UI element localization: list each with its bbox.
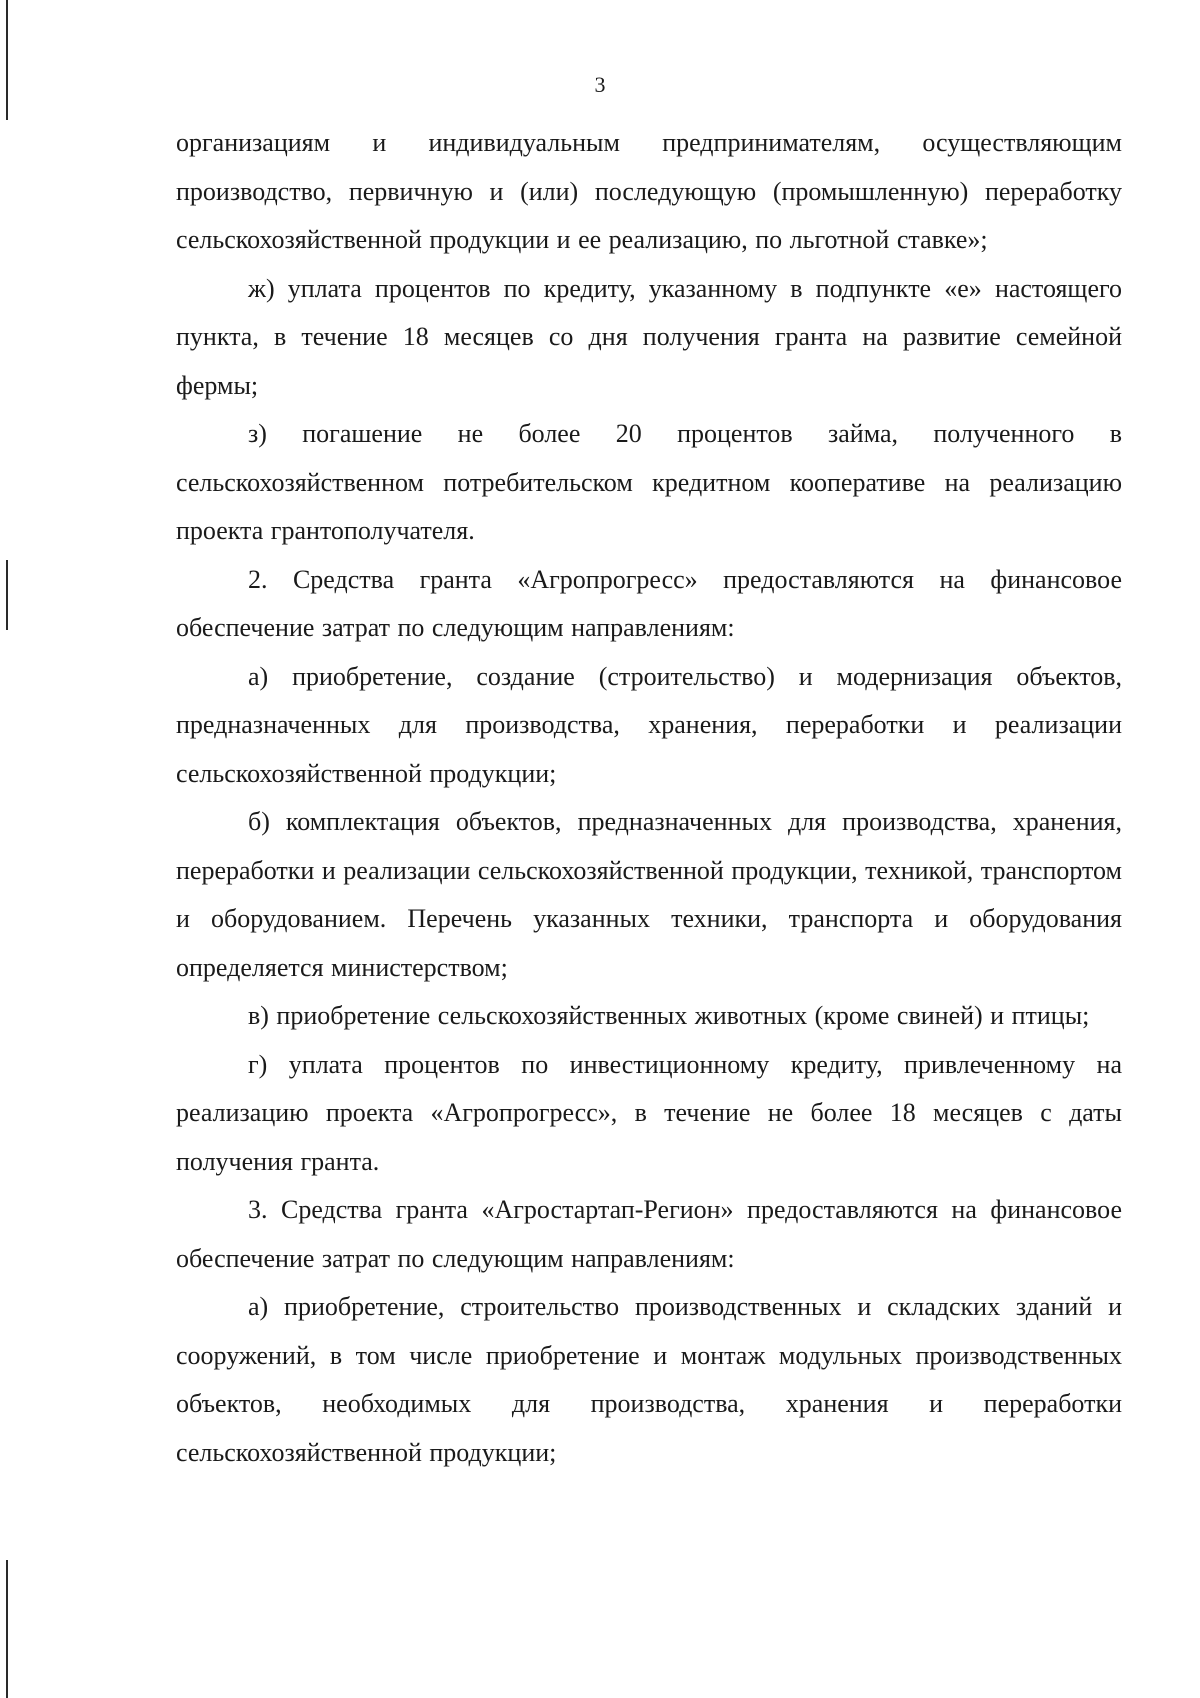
paragraph-item-z: з) погашение не более 20 процентов займа, полученного в сельскохозяйственном потребительском кредитном кооперативе на реализацию проекта грантополучателя. <box>176 419 1122 545</box>
paragraph-item-b: б) комплектация объектов, предназначенных для производства, хранения, переработки и реализации сельскохозяйственной продукции, техникой, транспортом и оборудованием. Перечень указанных техники, транспорта и оборудования определяется министерством; <box>176 807 1122 982</box>
page-number: 3 <box>594 72 606 97</box>
paragraph-item-a: а) приобретение, создание (строительство) и модернизация объектов, предназначенных для производства, хранения, переработки и реализации сельскохозяйственной продукции; <box>176 661 1122 788</box>
paragraph-item-zh: ж) уплата процентов по кредиту, указанному в подпункте «е» настоящего пункта, в течение 18 месяцев со дня получения гранта на развитие семейной фермы; <box>176 273 1122 400</box>
paragraph-item-a-section-3: а) приобретение, строительство производственных и складских зданий и сооружений, в том числе приобретение и монтаж модульных производственных объектов, необходимых для производства, хранения и переработки сельскохозяйственной продукции; <box>176 1292 1122 1467</box>
paragraph-item-v: в) приобретение сельскохозяйственных животных (кроме свиней) и птицы; <box>248 1001 1090 1030</box>
scan-edge-line <box>6 0 8 120</box>
document-body <box>176 119 1122 1477</box>
scan-edge-line <box>6 560 8 630</box>
paragraph-item-g: г) уплата процентов по инвестиционному кредиту, привлеченному на реализацию проекта «Агропрогресс», в течение не более 18 месяцев с даты получения гранта. <box>176 1049 1122 1176</box>
paragraph-continuation: организациям и индивидуальным предпринимателям, осуществляющим производство, первичную и (или) последующую (промышленную) переработку сельскохозяйственной продукции и ее реализацию, по льготной ставке»; <box>176 128 1122 254</box>
paragraph-section-2: 2. Средства гранта «Агропрогресс» предоставляются на финансовое обеспечение затрат по следующим направлениям: <box>176 564 1122 642</box>
paragraph-section-3: 3. Средства гранта «Агростартап-Регион» предоставляются на финансовое обеспечение затрат по следующим направлениям: <box>176 1195 1122 1273</box>
scan-edge-line <box>6 1560 8 1698</box>
